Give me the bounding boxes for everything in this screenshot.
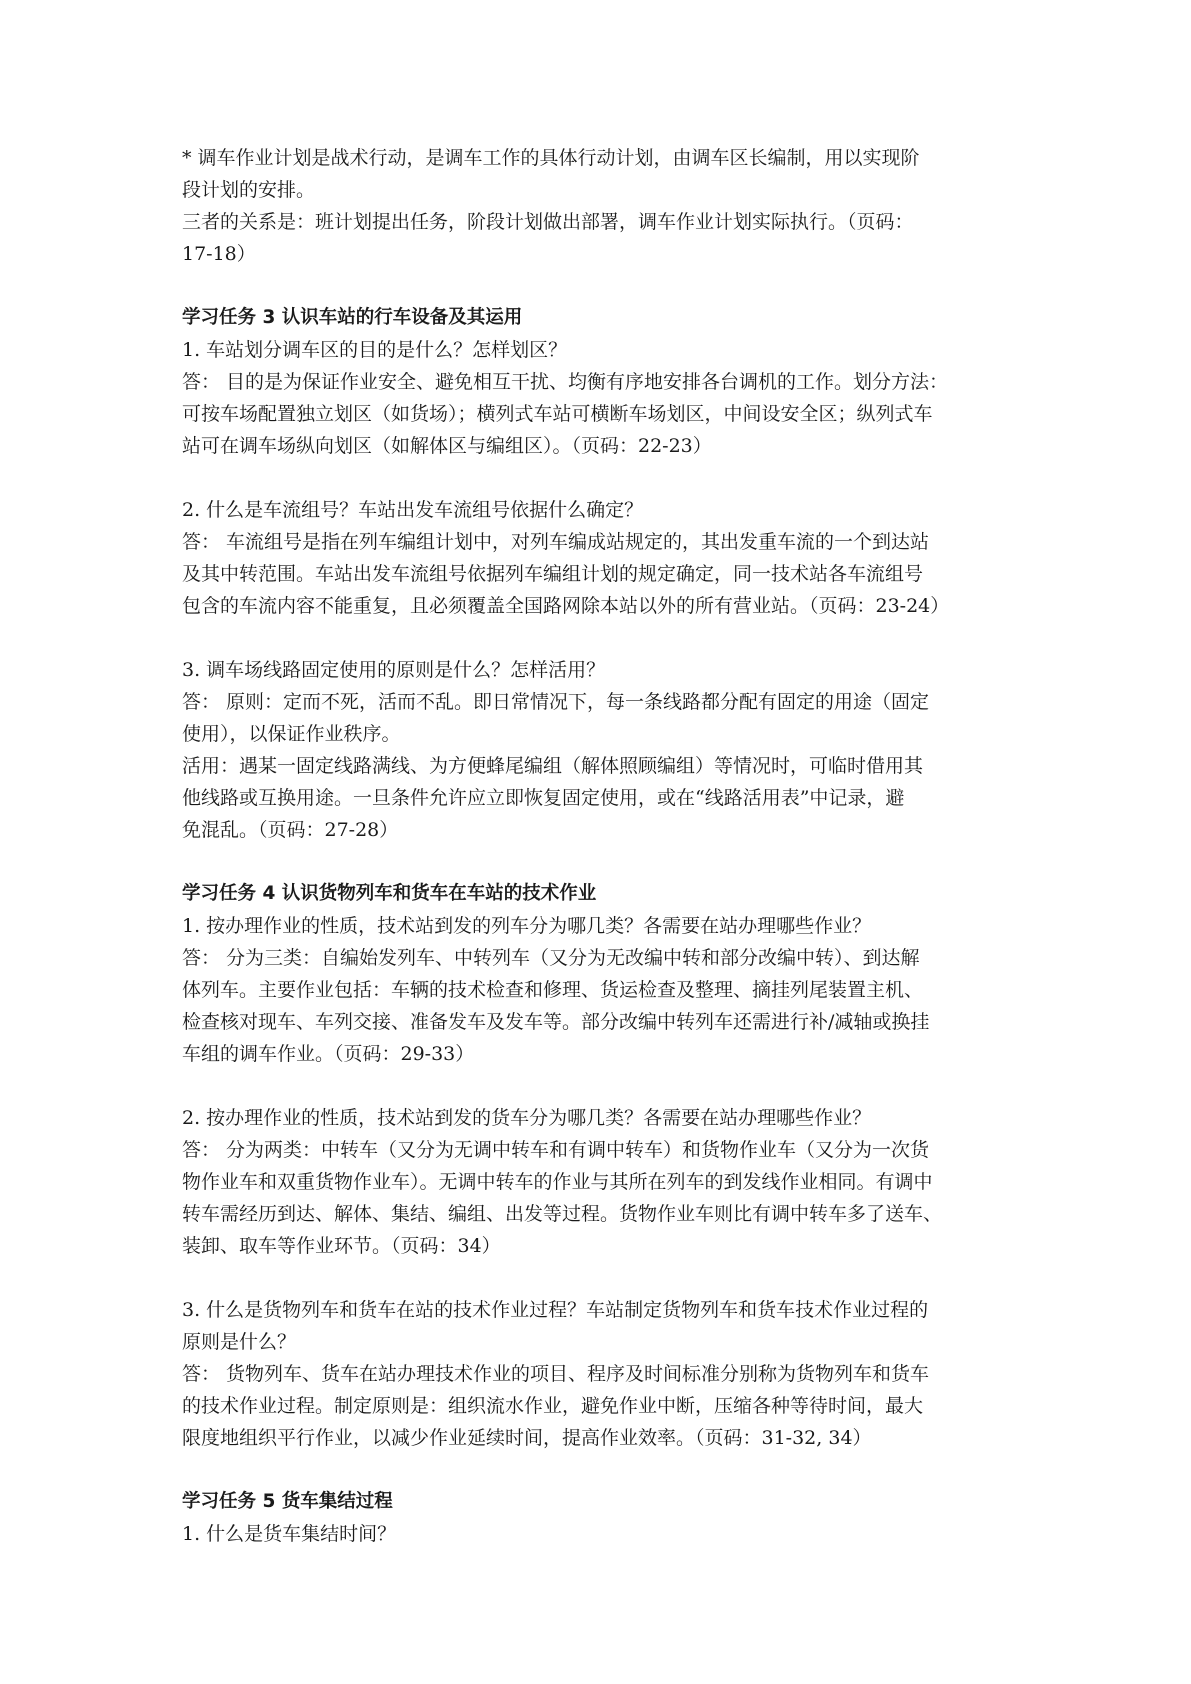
question-line: 2. 按办理作业的性质，技术站到发的货车分为哪几类？各需要在站办理哪些作业？ <box>182 1107 872 1129</box>
task-3-section <box>182 302 1022 846</box>
paragraph-line: * 调车作业计划是战术行动，是调车工作的具体行动计划，由调车区长编制，用以实现阶 <box>182 147 920 169</box>
question-line: 3. 调车场线路固定使用的原则是什么？怎样活用？ <box>182 659 606 681</box>
answer-line: 活用：遇某一固定线路满线、为方便蜂尾编组（解体照顾编组）等情况时，可临时借用其 <box>182 755 924 777</box>
answer-line: 包含的车流内容不能重复，且必须覆盖全国路网除本站以外的所有营业站。（页码：23-24） <box>182 595 950 617</box>
answer-line: 答： 车流组号是指在列车编组计划中，对列车编成站规定的，其出发重车流的一个到达站 <box>182 531 930 553</box>
answer-line: 限度地组织平行作业，以减少作业延续时间，提高作业效率。（页码：31-32, 34） <box>182 1427 872 1449</box>
document-body <box>182 142 1022 1550</box>
question-line: 1. 车站划分调车区的目的是什么？怎样划区？ <box>182 339 568 361</box>
spacer <box>182 846 1022 878</box>
answer-line: 装卸、取车等作业环节。（页码：34） <box>182 1235 501 1257</box>
answer-line: 可按车场配置独立划区（如货场）；横列式车站可横断车场划区，中间设安全区；纵列式车 <box>182 403 933 425</box>
answer-line: 检查核对现车、车列交接、准备发车及发车等。部分改编中转列车还需进行补/减轴或换挂 <box>182 1011 930 1033</box>
intro-section <box>182 142 1022 270</box>
answer-line: 答： 分为三类：自编始发列车、中转列车（又分为无改编中转和部分改编中转）、到达解 <box>182 947 920 969</box>
spacer <box>182 1262 1022 1294</box>
question-line: 1. 按办理作业的性质，技术站到发的列车分为哪几类？各需要在站办理哪些作业？ <box>182 915 872 937</box>
question-line: 原则是什么？ <box>182 1331 297 1353</box>
paragraph-line: 段计划的安排。 <box>182 179 316 201</box>
spacer <box>182 462 1022 494</box>
section-heading: 学习任务 4 认识货物列车和货车在车站的技术作业 <box>182 883 597 904</box>
paragraph-line: 三者的关系是：班计划提出任务，阶段计划做出部署，调车作业计划实际执行。（页码： <box>182 211 914 233</box>
answer-line: 物作业车和双重货物作业车）。无调中转车的作业与其所在列车的到发线作业相同。有调中 <box>182 1171 933 1193</box>
answer-line: 答： 原则：定而不死，活而不乱。即日常情况下，每一条线路都分配有固定的用途（固定 <box>182 691 930 713</box>
answer-line: 免混乱。（页码：27-28） <box>182 819 399 841</box>
task-5-section <box>182 1486 1022 1550</box>
answer-line: 站可在调车场纵向划区（如解体区与编组区）。（页码：22-23） <box>182 435 712 457</box>
section-heading: 学习任务 3 认识车站的行车设备及其运用 <box>182 307 523 328</box>
answer-line: 车组的调车作业。（页码：29-33） <box>182 1043 475 1065</box>
spacer <box>182 270 1022 302</box>
question-line: 1. 什么是货车集结时间？ <box>182 1523 397 1545</box>
answer-line: 答： 分为两类：中转车（又分为无调中转车和有调中转车）和货物作业车（又分为一次货 <box>182 1139 930 1161</box>
question-line: 2. 什么是车流组号？车站出发车流组号依据什么确定？ <box>182 499 644 521</box>
answer-line: 答： 货物列车、货车在站办理技术作业的项目、程序及时间标准分别称为货物列车和货车 <box>182 1363 930 1385</box>
question-line: 3. 什么是货物列车和货车在站的技术作业过程？车站制定货物列车和货车技术作业过程的 <box>182 1299 929 1321</box>
spacer <box>182 1070 1022 1102</box>
spacer <box>182 622 1022 654</box>
answer-line: 及其中转范围。车站出发车流组号依据列车编组计划的规定确定，同一技术站各车流组号 <box>182 563 924 585</box>
section-heading: 学习任务 5 货车集结过程 <box>182 1491 393 1512</box>
answer-line: 的技术作业过程。制定原则是：组织流水作业，避免作业中断，压缩各种等待时间，最大 <box>182 1395 924 1417</box>
answer-line: 他线路或互换用途。一旦条件允许应立即恢复固定使用，或在“线路活用表”中记录，避 <box>182 787 905 809</box>
answer-line: 答： 目的是为保证作业安全、避免相互干扰、均衡有序地安排各台调机的工作。划分方法： <box>182 371 949 393</box>
answer-line: 使用），以保证作业秩序。 <box>182 723 401 745</box>
spacer <box>182 1454 1022 1486</box>
task-4-section <box>182 878 1022 1454</box>
answer-line: 转车需经历到达、解体、集结、编组、出发等过程。货物作业车则比有调中转车多了送车、 <box>182 1203 943 1225</box>
answer-line: 体列车。主要作业包括：车辆的技术检查和修理、货运检查及整理、摘挂列尾装置主机、 <box>182 979 924 1001</box>
paragraph-line: 17-18） <box>182 243 256 265</box>
